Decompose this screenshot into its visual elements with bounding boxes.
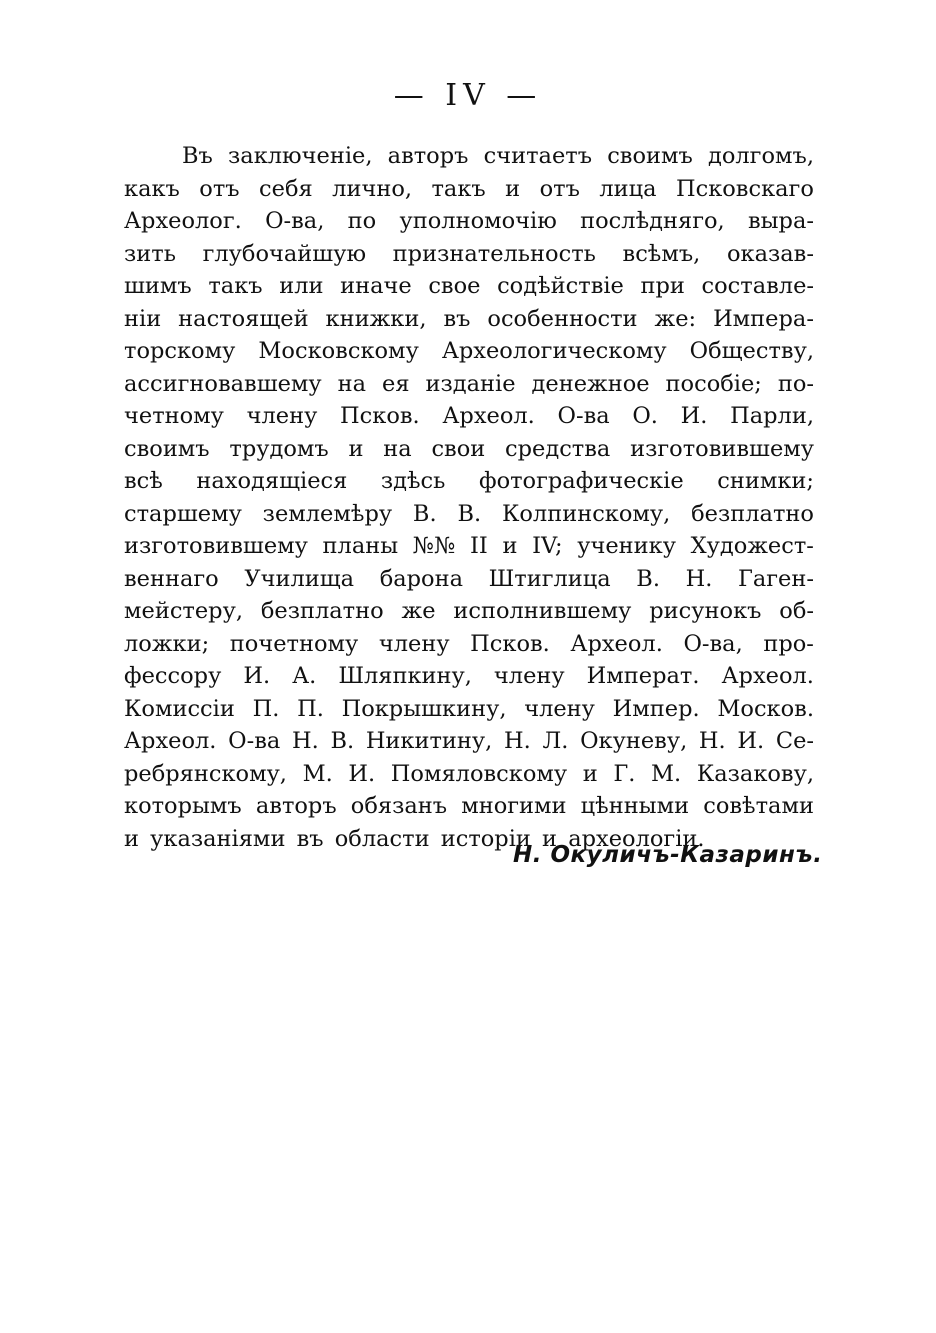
word: признательность: [392, 240, 596, 267]
word: трудомъ: [229, 435, 329, 462]
word: Археол.: [570, 630, 663, 657]
word: же:: [654, 305, 697, 332]
word: содѣйствiе: [497, 273, 624, 299]
text-line: [124, 335, 814, 368]
word: В.: [636, 565, 660, 592]
word: Окуневу,: [580, 728, 688, 754]
word: Никитину,: [365, 728, 493, 754]
word: Штиглица: [488, 565, 611, 592]
word: О-ва,: [265, 208, 325, 234]
word: про-: [763, 630, 814, 657]
word: И.: [737, 728, 765, 754]
word: Импер.: [612, 695, 700, 722]
word: такъ: [208, 273, 263, 299]
word: члену: [493, 663, 565, 689]
text-line: [124, 530, 814, 563]
word: авторъ: [387, 143, 469, 169]
word: Колпинскому,: [501, 500, 671, 527]
word: безплатно: [691, 500, 814, 527]
word: своимъ: [607, 143, 693, 169]
word: мейстеру,: [124, 598, 243, 624]
word: фессору: [124, 663, 222, 689]
text-line: [124, 205, 814, 238]
text-line: [124, 303, 814, 336]
word: совѣтами: [703, 793, 814, 819]
word: Казакову,: [696, 760, 814, 787]
text-line: [124, 595, 814, 628]
word: Парли,: [730, 403, 814, 429]
word: М.: [651, 760, 682, 787]
word: IV;: [532, 533, 563, 559]
word: Художест-: [690, 533, 814, 559]
word: Псков.: [340, 403, 420, 429]
word: здѣсь: [380, 468, 446, 494]
word: Импера-: [713, 305, 814, 332]
word: лично,: [332, 175, 413, 202]
word: ассигновавшему: [124, 370, 322, 397]
word: В.: [412, 500, 437, 527]
word: книжки,: [325, 305, 427, 332]
word: Покрышкину,: [341, 695, 507, 722]
word: всѣмъ,: [622, 240, 701, 267]
word: землемѣру: [262, 500, 393, 527]
word: члену: [524, 695, 595, 722]
word: же: [401, 598, 436, 624]
text-line: [124, 498, 814, 531]
word: Се-: [775, 728, 814, 754]
word: планы: [322, 533, 399, 559]
word: находящiеся: [196, 468, 348, 494]
word: А.: [292, 663, 317, 689]
word: на: [383, 435, 412, 462]
word: Л.: [542, 728, 569, 754]
word: и: [502, 533, 518, 559]
word: снимки;: [717, 468, 814, 494]
word: которымъ: [124, 793, 242, 819]
text-line: [124, 270, 814, 303]
word: при: [640, 273, 685, 299]
word: изготовившему: [630, 435, 814, 462]
word: какъ: [124, 175, 180, 202]
text-line: [124, 628, 814, 661]
word: настоящей: [178, 305, 309, 332]
word: оказав-: [726, 240, 814, 267]
word: Археол.: [721, 663, 814, 689]
word: авторъ: [255, 793, 337, 819]
word: Н.: [685, 565, 713, 592]
word: И.: [680, 403, 708, 429]
word: об-: [779, 598, 814, 624]
text-line: [124, 563, 814, 596]
word: четному: [124, 403, 224, 429]
word: выра-: [747, 208, 814, 234]
word: Псковскаго: [675, 175, 814, 202]
word: иначе: [340, 273, 412, 299]
word: №№: [412, 533, 456, 559]
word: глубочайшую: [202, 240, 367, 267]
word: такъ: [431, 175, 486, 202]
word: свои: [431, 435, 486, 462]
word: барона: [379, 565, 464, 592]
word: Археол.: [442, 403, 535, 429]
text-line: [124, 693, 814, 726]
word: Въ: [182, 143, 213, 169]
word: Обществу,: [689, 338, 814, 364]
word: всѣ: [124, 468, 163, 494]
word: многими: [461, 793, 567, 819]
word: безплатно: [260, 598, 384, 624]
word: П.: [297, 695, 324, 722]
word: Шляпкину,: [338, 663, 472, 689]
word: лица: [599, 175, 657, 202]
word: зить: [124, 240, 176, 267]
word: Археологическому: [441, 338, 667, 364]
word: Императ.: [586, 663, 700, 689]
word: заключенiе,: [228, 143, 373, 169]
acknowledgement-paragraph: [124, 140, 814, 855]
word: ребрянскому,: [124, 760, 287, 787]
word: изданiе: [425, 370, 516, 397]
word: уполномочiю: [399, 208, 557, 234]
word: II: [470, 533, 488, 559]
text-line: [124, 140, 814, 173]
word: В.: [457, 500, 482, 527]
text-line: [124, 238, 814, 271]
word: обязанъ: [350, 793, 448, 819]
word: Н.: [698, 728, 726, 754]
word: Н.: [291, 728, 319, 754]
word: Гаген-: [737, 565, 814, 592]
word: Училища: [244, 565, 355, 592]
word: Археол.: [124, 728, 217, 754]
word: средства: [505, 435, 611, 462]
word: и: [505, 175, 521, 202]
word: Москов.: [717, 695, 814, 722]
word: по-: [777, 370, 814, 397]
word: О.: [632, 403, 658, 429]
text-line: [124, 400, 814, 433]
text-line: [124, 433, 814, 466]
word: и: [582, 760, 598, 787]
word: долгомъ,: [707, 143, 814, 169]
word: члену: [246, 403, 318, 429]
word: считаетъ: [483, 143, 593, 169]
word: послѣдняго,: [580, 208, 725, 234]
author-signature: Н. Окуличъ-Казаринъ.: [513, 842, 823, 868]
word: по: [347, 208, 377, 234]
word: члену: [378, 630, 450, 657]
word: В.: [330, 728, 355, 754]
word: старшему: [124, 500, 242, 527]
word: исполнившему: [453, 598, 632, 624]
word: И.: [348, 760, 376, 787]
word: О-ва: [557, 403, 610, 429]
word: веннаго: [124, 565, 219, 592]
text-line: [124, 725, 814, 758]
page-number: — IV —: [393, 78, 543, 113]
word: Псков.: [470, 630, 550, 657]
word: Археолог.: [124, 208, 242, 234]
word: шимъ: [124, 273, 192, 299]
word: и: [348, 435, 364, 462]
word: на: [337, 370, 367, 397]
word: денежное: [531, 370, 650, 397]
word: Н.: [504, 728, 531, 754]
word: П.: [252, 695, 280, 722]
word: отъ: [539, 175, 580, 202]
word: нiи: [124, 305, 162, 332]
word: ученику: [577, 533, 676, 559]
word: или: [279, 273, 324, 299]
text-line: [124, 660, 814, 693]
word: Московскому: [258, 338, 419, 364]
word: ея: [382, 370, 410, 397]
word: свое: [428, 273, 481, 299]
word: торскому: [124, 338, 236, 364]
word: себя: [259, 175, 313, 202]
word: О-ва,: [683, 630, 743, 657]
text-line: [124, 465, 814, 498]
word: своимъ: [124, 435, 210, 462]
word: цѣнными: [580, 793, 690, 819]
word: О-ва: [228, 728, 281, 754]
word: М.: [302, 760, 333, 787]
word: И.: [243, 663, 271, 689]
word: отъ: [199, 175, 240, 202]
word: особенности: [487, 305, 638, 332]
word: Помяловскому: [390, 760, 568, 787]
word: фотографическiе: [478, 468, 684, 494]
word: рисунокъ: [649, 598, 762, 624]
word: Комиссiи: [124, 695, 235, 722]
text-line: [124, 173, 814, 206]
text-line: [124, 368, 814, 401]
word: пособiе;: [665, 370, 762, 397]
word: почетному: [229, 630, 359, 657]
word: въ: [443, 305, 471, 332]
text-line: и указанiями въ области исторiи и археологiи.: [124, 825, 705, 852]
text-line: [124, 758, 814, 791]
text-line: [124, 790, 814, 823]
word: ложки;: [124, 630, 210, 657]
word: Г.: [613, 760, 636, 787]
word: изготовившему: [124, 533, 308, 559]
word: составле-: [701, 273, 814, 299]
